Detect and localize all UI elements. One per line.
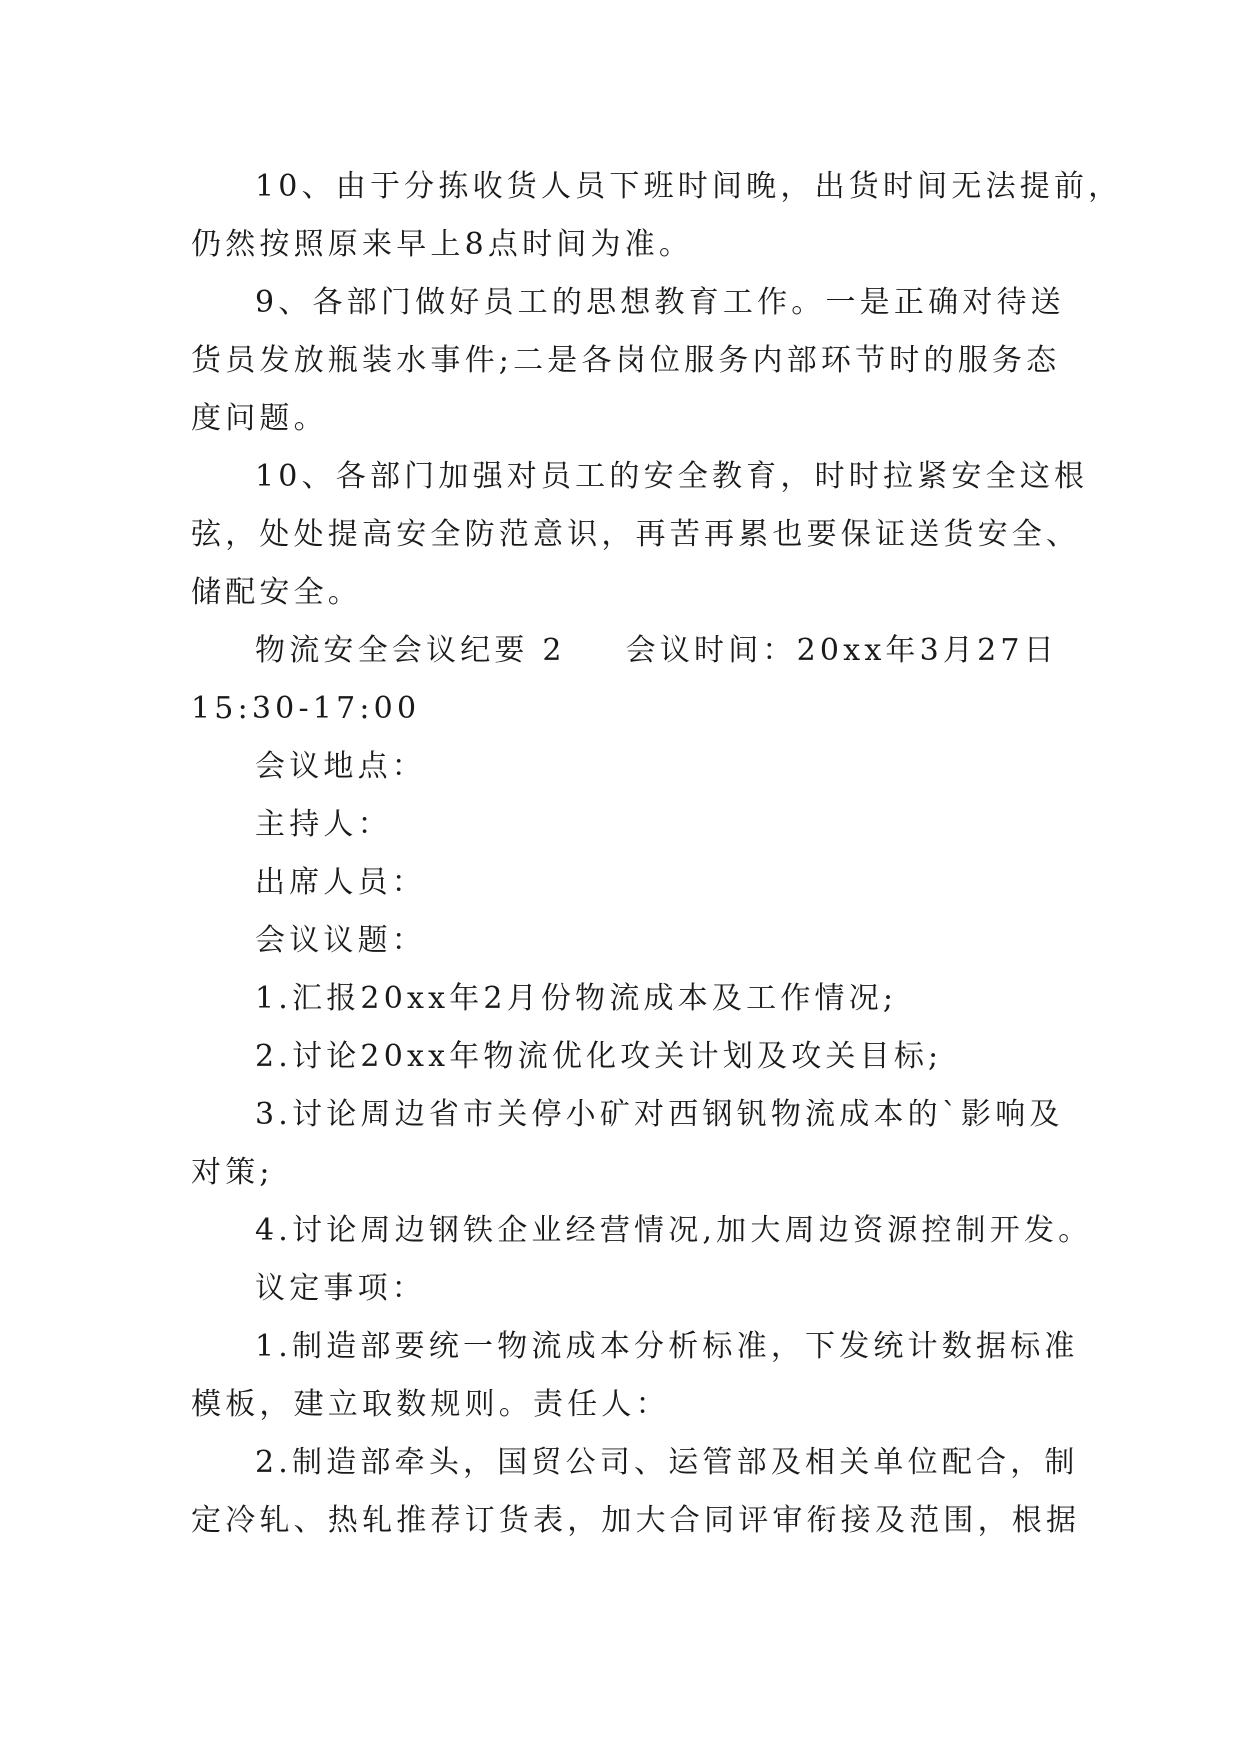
- paragraph-line: 货员发放瓶装水事件;二是各岗位服务内部环节时的服务态: [191, 343, 1061, 378]
- paragraph-line: 10、各部门加强对员工的安全教育，时时拉紧安全这根: [255, 459, 1089, 494]
- topic-item-continued: 对策;: [191, 1155, 274, 1190]
- meeting-title: 物流安全会议纪要 2: [255, 633, 566, 668]
- paragraph-line: 储配安全。: [191, 575, 362, 610]
- decision-item-continued: 模板，建立取数规则。责任人：: [191, 1387, 670, 1422]
- document-body: [191, 158, 1123, 1550]
- decision-item: 2.制造部牵头，国贸公司、运管部及相关单位配合，制: [255, 1445, 1079, 1480]
- decision-item-continued: 定冷轧、热轧推荐订货表，加大合同评审衔接及范围，根据: [191, 1503, 1081, 1538]
- paragraph-line: 度问题。: [191, 401, 328, 436]
- meeting-time-continued: 15:30-17:00: [191, 691, 421, 726]
- topic-item: 1.汇报20xx年2月份物流成本及工作情况;: [255, 981, 898, 1016]
- meeting-host: 主持人：: [255, 807, 392, 842]
- paragraph-line: 9、各部门做好员工的思想教育工作。一是正确对待送: [255, 285, 1065, 320]
- paragraph-line: 10、由于分拣收货人员下班时间晚，出货时间无法提前，: [255, 169, 1123, 204]
- topic-item: 3.讨论周边省市关停小矿对西钢钒物流成本的`影响及: [255, 1097, 1064, 1132]
- paragraph-line: 弦，处处提高安全防范意识，再苦再累也要保证送货安全、: [191, 517, 1081, 552]
- topic-item: 4.讨论周边钢铁企业经营情况,加大周边资源控制开发。: [255, 1213, 1093, 1248]
- meeting-time: 会议时间：20xx年3月27日: [625, 633, 1058, 668]
- decisions-heading: 议定事项：: [255, 1271, 426, 1306]
- topic-item: 2.讨论20xx年物流优化攻关计划及攻关目标;: [255, 1039, 943, 1074]
- decision-item: 1.制造部要统一物流成本分析标准，下发统计数据标准: [255, 1329, 1079, 1364]
- meeting-topics-heading: 会议议题：: [255, 923, 426, 958]
- meeting-title-line: [191, 622, 1058, 680]
- meeting-location: 会议地点：: [255, 749, 426, 784]
- paragraph-line: 仍然按照原来早上8点时间为准。: [191, 227, 694, 262]
- meeting-attendees: 出席人员：: [255, 865, 426, 900]
